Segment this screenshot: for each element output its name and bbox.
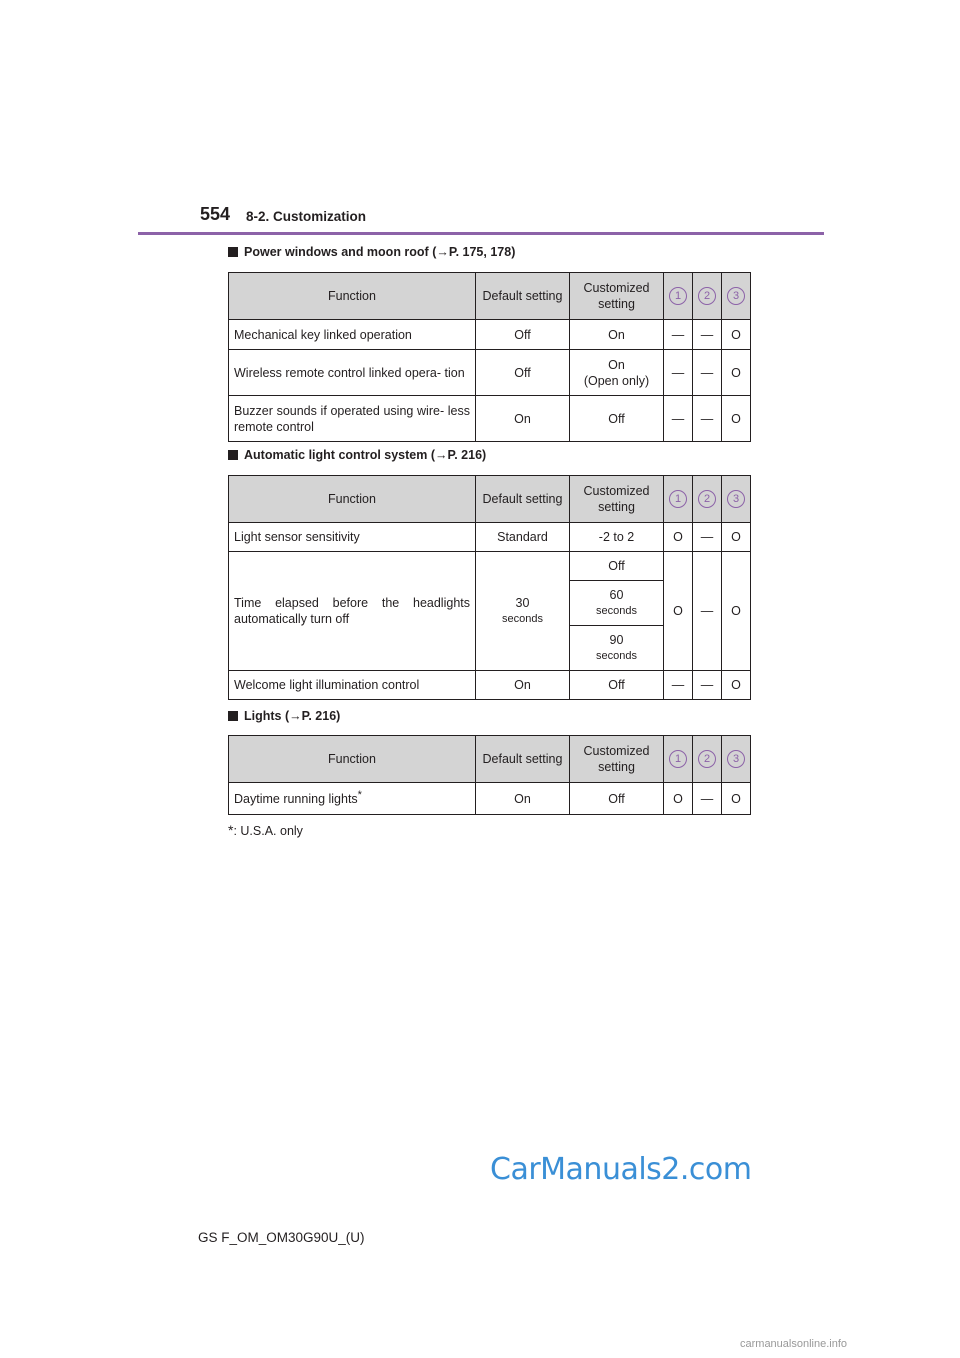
section-title-power-windows: Power windows and moon roof (→P. 175, 178) xyxy=(228,245,515,259)
table-row: Wireless remote control linked opera- tion Off On (Open only) — — O xyxy=(229,350,751,396)
table-row: Time elapsed before the headlights automatically turn off 30 seconds Off O — O xyxy=(229,552,751,581)
table-header-row xyxy=(229,476,751,523)
number-2-icon: 2 xyxy=(698,490,716,508)
chapter-title: 8-2. Customization xyxy=(246,209,367,224)
footnote: *: U.S.A. only xyxy=(228,822,303,838)
number-2-icon: 2 xyxy=(698,287,716,305)
footnote-marker: * xyxy=(357,788,362,801)
col-customized: Customized setting xyxy=(570,273,664,320)
number-1-icon: 1 xyxy=(669,750,687,768)
col-default: Default setting xyxy=(476,736,570,783)
table-row: Buzzer sounds if operated using wire- less remote control On Off — — O xyxy=(229,396,751,442)
table-row: 60 seconds xyxy=(229,581,751,626)
number-1-icon: 1 xyxy=(669,490,687,508)
number-2-icon: 2 xyxy=(698,750,716,768)
table-row: 90 seconds xyxy=(229,626,751,671)
page-number: 554 xyxy=(200,204,231,224)
table-auto-light xyxy=(228,475,751,700)
col-function: Function xyxy=(229,273,476,320)
footer-url: carmanualsonline.info xyxy=(740,1338,848,1350)
col-num-2 xyxy=(693,273,722,320)
col-customized: Customized setting xyxy=(570,476,664,523)
header-rule xyxy=(138,232,824,235)
square-bullet-icon xyxy=(228,450,238,460)
number-3-icon: 3 xyxy=(727,750,745,768)
table-lights xyxy=(228,735,751,815)
square-bullet-icon xyxy=(228,247,238,257)
col-function: Function xyxy=(229,736,476,783)
table-row: Welcome light illumination control On Off — — O xyxy=(229,671,751,700)
col-default: Default setting xyxy=(476,273,570,320)
section-title-lights: Lights (→P. 216) xyxy=(228,709,340,723)
col-customized: Customized setting xyxy=(570,736,664,783)
table-row: Mechanical key linked operation Off On — — O xyxy=(229,320,751,350)
document-code: GS F_OM_OM30G90U_(U) xyxy=(198,1230,365,1245)
col-default: Default setting xyxy=(476,476,570,523)
square-bullet-icon xyxy=(228,711,238,721)
table-row: Light sensor sensitivity Standard -2 to 2 O — O xyxy=(229,523,751,552)
table-header-row xyxy=(229,736,751,783)
col-function: Function xyxy=(229,476,476,523)
number-3-icon: 3 xyxy=(727,490,745,508)
table-row: Daytime running lights* On Off O — O xyxy=(229,783,751,815)
watermark-logo: CarManuals2.com xyxy=(490,1152,752,1187)
table-header-row xyxy=(229,273,751,320)
number-3-icon: 3 xyxy=(727,287,745,305)
number-1-icon: 1 xyxy=(669,287,687,305)
table-power-windows xyxy=(228,272,751,442)
section-title-auto-light: Automatic light control system (→P. 216) xyxy=(228,448,486,462)
col-num-3 xyxy=(722,273,751,320)
col-num-1 xyxy=(664,273,693,320)
